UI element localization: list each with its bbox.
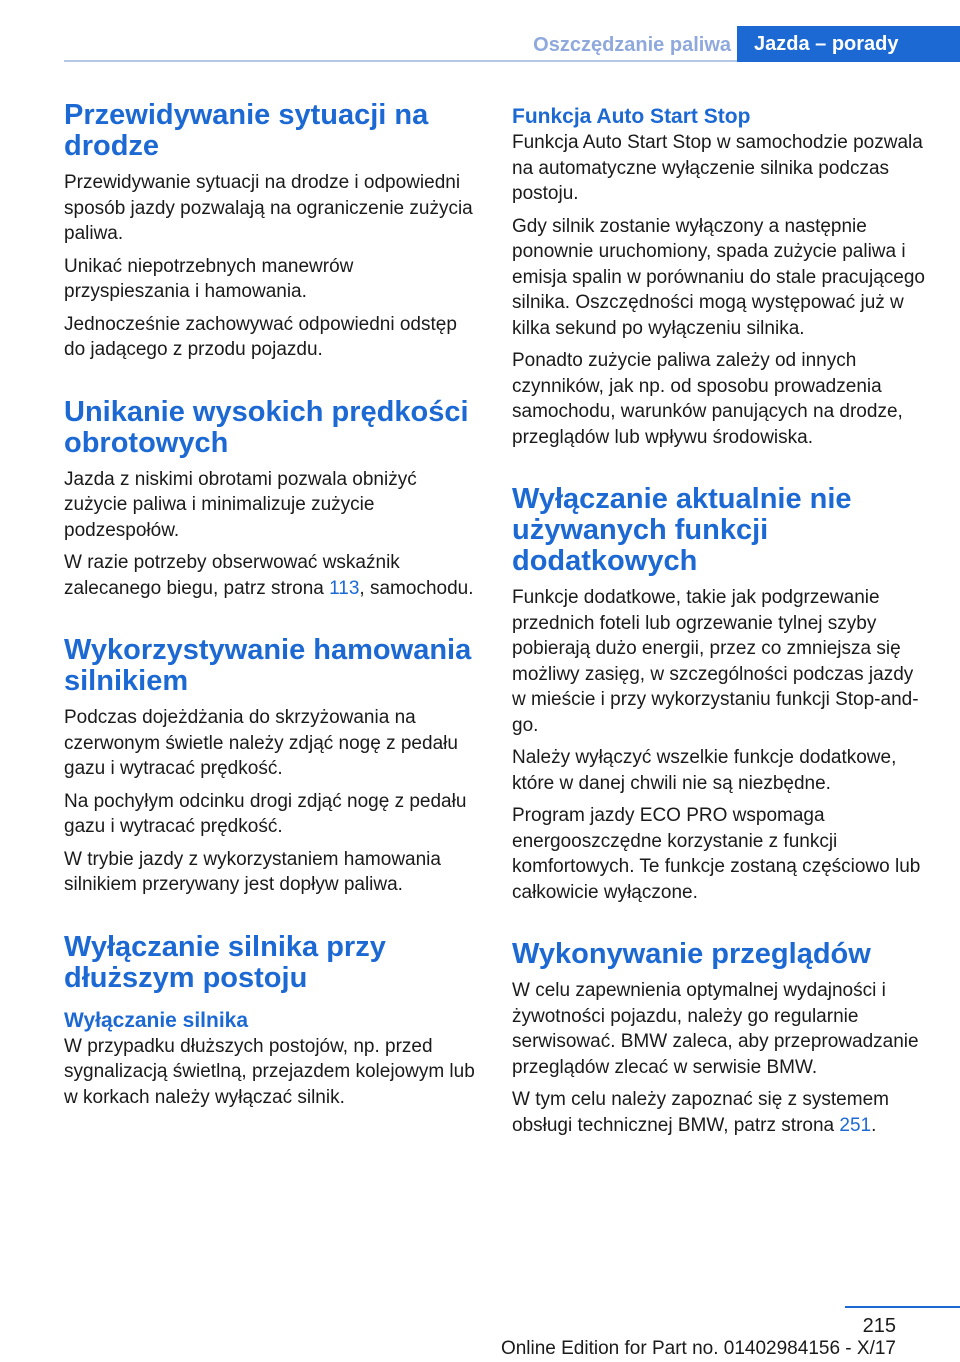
paragraph: Funkcje dodatkowe, takie jak podgrzewanie przednich foteli lub ogrzewanie tylnej szyby pobierają dużo energii, przez co zmniejsza się możliwy zasięg, w szczególności podczas jazdy w mieście i przy wykorzystaniu funkcji Stop-and-go. [512, 587, 919, 736]
header-section-title[interactable]: Oszczędzanie paliwa [533, 34, 731, 56]
paragraph: Podczas dojeżdżania do skrzyżowania na czerwonym świetle należy zdjąć nogę z pedału gazu i wytracać prędkość. [64, 707, 458, 779]
footer-line [845, 1306, 960, 1308]
paragraph: Przewidywanie sytuacji na drodze i odpowiedni sposób jazdy pozwalają na ograniczenie zużycia paliwa. [64, 172, 473, 244]
paragraph: Funkcja Auto Start Stop w samochodzie pozwala na automatyczne wyłączenie silnika podczas postoju. [512, 132, 923, 204]
paragraph: W trybie jazdy z wykorzystaniem hamowania silnikiem przerywany jest dopływ paliwa. [64, 848, 441, 895]
header-chapter-tab[interactable]: Jazda – porady [737, 26, 960, 62]
section-title-anticipation: Przewidywanie sytuacji na drodze [64, 99, 429, 162]
paragraph: Unikać niepotrzebnych manewrów przyspieszania i hamowania. [64, 255, 354, 302]
section-title-disable-extra-functions: Wyłączanie aktualnie nie używanych funkcji dodatkowych [512, 483, 852, 577]
subsection-title-engine-off: Wyłączanie silnika [64, 1008, 249, 1032]
paragraph-text: W razie potrzeby obserwować wskaźnik zalecanego biegu, patrz strona [64, 552, 400, 599]
paragraph-with-link [512, 1087, 930, 1138]
section-title-low-rpm: Unikanie wysokich prędkości obrotowych [64, 395, 469, 459]
paragraph: Jazda z niskimi obrotami pozwala obniżyć zużycie paliwa i minimalizuje zużycie podzespołów. [64, 468, 417, 541]
paragraph-text: , samochodu. [359, 577, 474, 599]
page-link-251[interactable]: 251 [839, 1114, 872, 1136]
page-link-113[interactable]: 113 [329, 577, 360, 599]
page-number: 215 [862, 1315, 896, 1337]
paragraph: W przypadku dłuższych postojów, np. przed sygnalizacją świetlną, przejazdem kolejowym lub w korkach należy wyłączać silnik. [64, 1035, 475, 1108]
paragraph: Należy wyłączyć wszelkie funkcje dodatkowe, które w danej chwili nie są niezbędne. [512, 747, 897, 794]
section-title-service: Wykonywanie przeglądów [512, 938, 871, 970]
right-column [512, 100, 930, 1145]
subsection-title-auto-start-stop: Funkcja Auto Start Stop [512, 105, 751, 128]
paragraph: Gdy silnik zostanie wyłączony a następnie ponownie uruchomiony, spada zużycie paliwa i emisja spalin w porównaniu do stale pracującego silnika. Oszczędności mogą występować już w kilka sekund po wyłączeniu silnika. [512, 215, 925, 339]
paragraph: Na pochyłym odcinku drogi zdjąć nogę z pedału gazu i wytracać prędkość. [64, 790, 467, 837]
paragraph-text: W tym celu należy zapoznać się z systemem obsługi technicznej BMW, patrz strona [512, 1089, 889, 1136]
paragraph: Jednocześnie zachowywać odpowiedni odstęp do jadącego z przodu pojazdu. [64, 313, 457, 360]
section-title-engine-off-long-stop: Wyłączanie silnika przy dłuższym postoju [64, 930, 386, 994]
edition-note: Online Edition for Part no. 01402984156 - X/17 [500, 1338, 896, 1359]
paragraph: W celu zapewnienia optymalnej wydajności i żywotności pojazdu, należy go regularnie serwisować. BMW zaleca, aby przeprowadzanie przeglądów zlecać w serwisie BMW. [512, 980, 919, 1078]
paragraph: Ponadto zużycie paliwa zależy od innych czynników, jak np. od sposobu prowadzenia samochodu, warunków panujących na drodze, przeglądów lub wpływu środowiska. [512, 350, 903, 448]
paragraph-with-link [64, 550, 482, 601]
paragraph: Program jazdy ECO PRO wspomaga energooszczędne korzystanie z funkcji komfortowych. Te funkcje zostaną częściowo lub całkowicie wyłączone. [512, 805, 921, 903]
left-column [64, 100, 482, 1117]
section-title-engine-braking: Wykorzystywanie hamowania silnikiem [64, 634, 472, 697]
paragraph-text: . [871, 1114, 877, 1136]
